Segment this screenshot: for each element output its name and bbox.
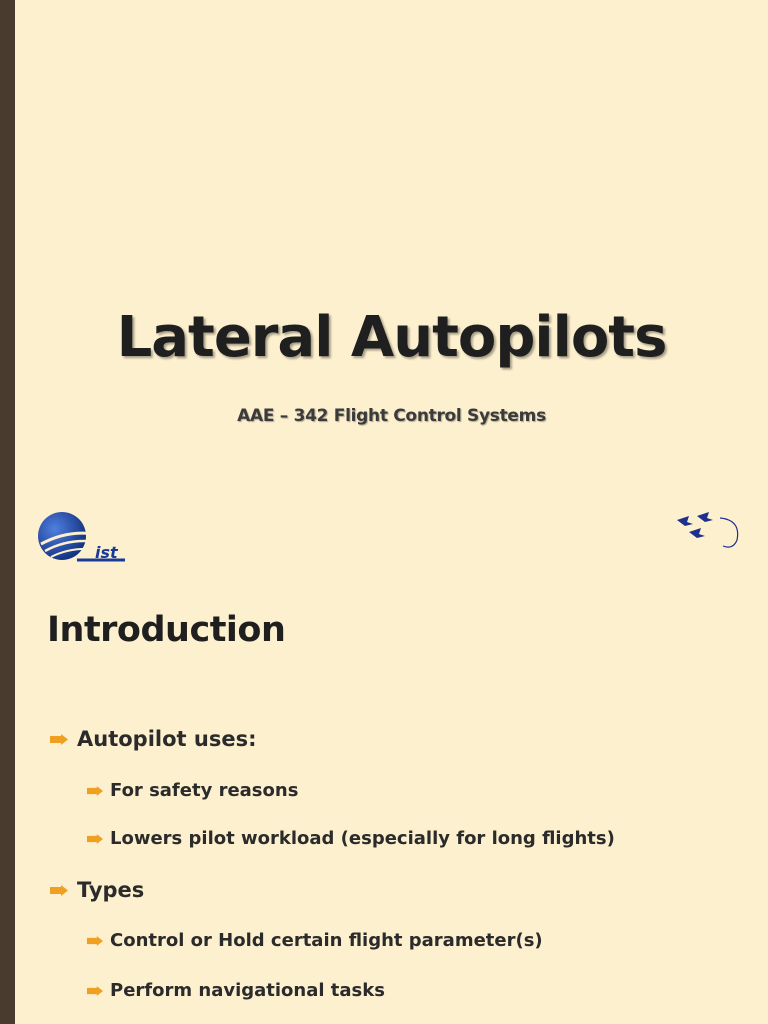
bullet-label: Perform navigational tasks [110, 980, 385, 1001]
bullet-label: For safety reasons [110, 780, 299, 801]
content-slide [15, 590, 768, 1024]
bullet-item [87, 980, 385, 1001]
slide-title: Lateral Autopilots [116, 305, 667, 370]
arrow-bullet-icon [87, 834, 103, 844]
slide-subtitle: AAE – 342 Flight Control Systems [237, 406, 546, 426]
bullet-label: Types [77, 878, 145, 902]
bullet-label: Autopilot uses: [77, 727, 257, 751]
bullet-item [50, 727, 256, 751]
title-slide [15, 0, 768, 590]
bullet-label: Control or Hold certain flight parameter(s) [110, 930, 543, 951]
arrow-bullet-icon [87, 786, 103, 796]
flycon-logo [675, 510, 745, 568]
left-accent-bar [0, 0, 15, 1024]
slide-heading: Introduction [47, 610, 286, 650]
bullet-item [50, 878, 144, 902]
arrow-bullet-icon [50, 885, 68, 896]
bullet-item [87, 828, 615, 849]
bullet-label: Lowers pilot workload (especially for long flights) [110, 828, 615, 849]
bullet-item [87, 930, 543, 951]
ist-logo [37, 510, 132, 568]
svg-text:ist: ist [95, 543, 118, 562]
arrow-bullet-icon [87, 936, 103, 946]
arrow-bullet-icon [87, 986, 103, 996]
arrow-bullet-icon [50, 734, 68, 745]
bullet-item [87, 780, 298, 801]
